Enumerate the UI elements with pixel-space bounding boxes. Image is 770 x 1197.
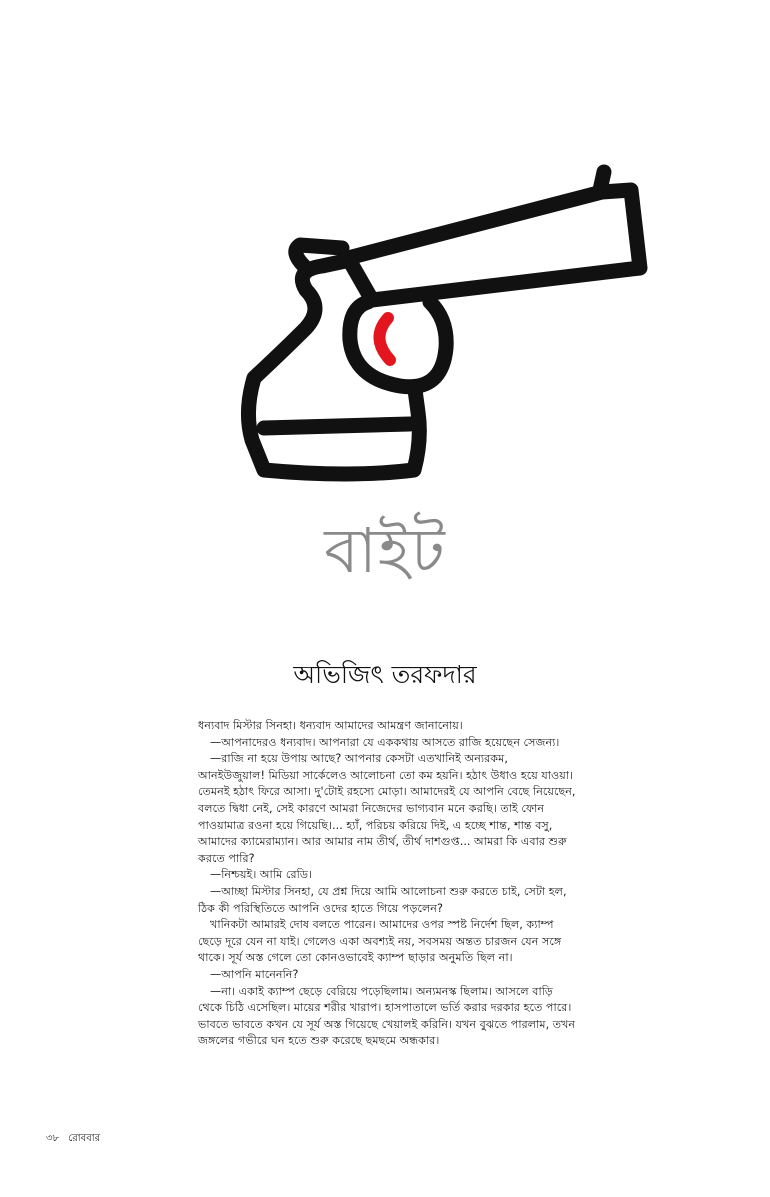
revolver-illustration — [230, 150, 670, 510]
magazine-name: রোববার — [68, 1133, 101, 1144]
story-title: বাইট — [324, 514, 446, 587]
paragraph: —না। একাই ক্যাম্প ছেড়ে বেরিয়ে পড়েছিলাম। অন্যমনস্ক ছিলাম। আসলে বাড়ি থেকে চিঠি এসেছিল। মায়ের শরীর খারাপ। হাসপাতালে ভর্তি করার দরকার হতে পারে। ভাবতে ভাবতে কখন যে সূর্য অস্ত গিয়েছে খেয়ালই করিনি। যখন বুঝতে পারলাম, তখন জঙ্গলের গভীরে ঘন হতে শুরু করেছে ছমছমে অন্ধকার। — [198, 984, 576, 1048]
page-number: ৩৮ — [46, 1133, 59, 1144]
paragraph: —রাজি না হয়ে উপায় আছে? আপনার কেসটা এতখানিই অন্যরকম, আনইউজুয়াল! মিডিয়া সার্কেলেও আলোচনা তো কম হয়নি। হঠাৎ উধাও হয়ে যাওয়া। তেমনই হঠাৎ ফিরে আসা। দু'টোই রহস্যে মোড়া। আমাদেরই যে আপনি বেছে নিয়েছেন, বলতে দ্বিধা নেই, সেই কারণে আমরা নিজেদের ভাগ্যবান মনে করছি। তাই ফোন পাওয়ামাত্র রওনা হয়ে গিয়েছি।... হ্যাঁ, পরিচয় করিয়ে দিই, এ হচ্ছে শান্ত, শান্ত বসু, আমাদের ক্যামেরাম্যান। আর আমার নাম তীর্থ, তীর্থ দাশগুপ্ত... আমরা কি এবার শুরু করতে পারি? — [198, 752, 576, 865]
story-text — [198, 718, 578, 1050]
author-name: অভিজিৎ তরফদার — [293, 660, 477, 689]
paragraph: —আচ্ছা মিস্টার সিনহা, যে প্রশ্ন দিয়ে আমি আলোচনা শুরু করতে চাই, সেটা হল, ঠিক কী পরিস্থিতিতে আপনি ওদের হাতে গিয়ে পড়লেন? — [198, 884, 567, 915]
paragraph: —আপনাদেরও ধন্যবাদ। আপনারা যে এককথায় আসতে রাজি হয়েছেন সেজন্য। — [210, 735, 560, 749]
paragraph: —আপনি মানেননি? — [210, 967, 299, 981]
revolver-icon — [230, 150, 670, 510]
paragraph: —নিশ্চয়ই। আমি রেডি। — [210, 868, 313, 882]
page-footer — [46, 1131, 100, 1148]
paragraph: খানিকটা আমারই দোষ বলতে পারেন। আমাদের ওপর স্পষ্ট নির্দেশ ছিল, ক্যাম্প ছেড়ে দূরে যেন না যাই। গেলেও একা অবশ্যই নয়, সবসময় অন্তত চারজন যেন সঙ্গে থাকে। সূর্য অস্ত গেলে তো কোনওভাবেই ক্যাম্প ছাড়ার অনুমতি ছিল না। — [198, 918, 562, 965]
paragraph: ধন্যবাদ মিস্টার সিনহা। ধন্যবাদ আমাদের আমন্ত্রণ জানানোয়। — [198, 719, 463, 732]
